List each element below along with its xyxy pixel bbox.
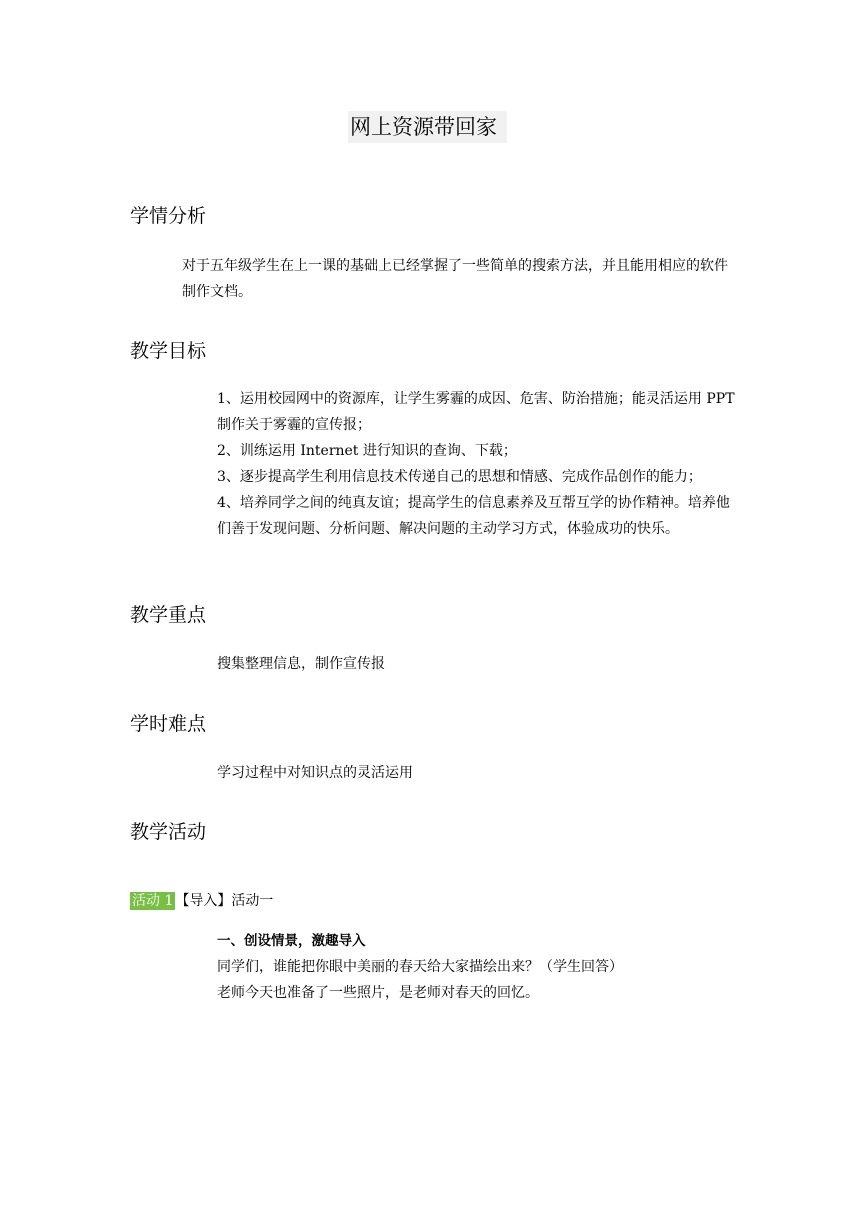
activity-text-line: 老师今天也准备了一些照片，是老师对春天的回忆。 — [217, 985, 539, 1001]
section-heading-objectives: 教学目标 — [130, 340, 207, 362]
activity-subheading: 一、创设情景，激趣导入 — [217, 933, 366, 949]
section-heading-key-points: 教学重点 — [130, 604, 207, 626]
analysis-paragraph: 对于五年级学生在上一课的基础上已经掌握了一些简单的搜索方法，并且能用相应的软件制作文档。 — [182, 258, 728, 300]
objective-item: 3、逐步提高学生利用信息技术传递自己的思想和情感、完成作品创作的能力； — [217, 469, 702, 485]
activity-1-content — [217, 928, 735, 1006]
activity-label: 【导入】活动一 — [175, 893, 274, 909]
section-heading-difficulties: 学时难点 — [130, 713, 207, 735]
objective-item: 4、培养同学之间的纯真友谊；提高学生的信息素养及互帮互学的协作精神。培养他们善于发现问题、分析问题、解决问题的主动学习方式，体验成功的快乐。 — [217, 495, 730, 537]
analysis-text — [182, 253, 734, 305]
activity-text-line: 同学们，谁能把你眼中美丽的春天给大家描绘出来？（学生回答） — [217, 959, 623, 975]
difficulties-paragraph: 学习过程中对知识点的灵活运用 — [217, 765, 413, 781]
objective-item: 2、训练运用 Internet 进行知识的查询、下载； — [217, 443, 517, 459]
objectives-list — [217, 386, 735, 542]
key-points-paragraph: 搜集整理信息，制作宣传报 — [217, 656, 385, 672]
difficulties-text — [217, 760, 735, 786]
activity-1-line — [130, 890, 273, 912]
objective-item: 1、运用校园网中的资源库，让学生雾霾的成因、危害、防治措施；能灵活运用 PPT 制作关于雾霾的宣传报； — [217, 391, 735, 433]
section-heading-activities: 教学活动 — [130, 821, 207, 843]
document-title: 网上资源带回家 — [348, 111, 507, 143]
activity-badge: 活动 1 — [132, 893, 174, 909]
section-heading-analysis: 学情分析 — [130, 205, 207, 227]
key-points-text — [217, 651, 735, 677]
